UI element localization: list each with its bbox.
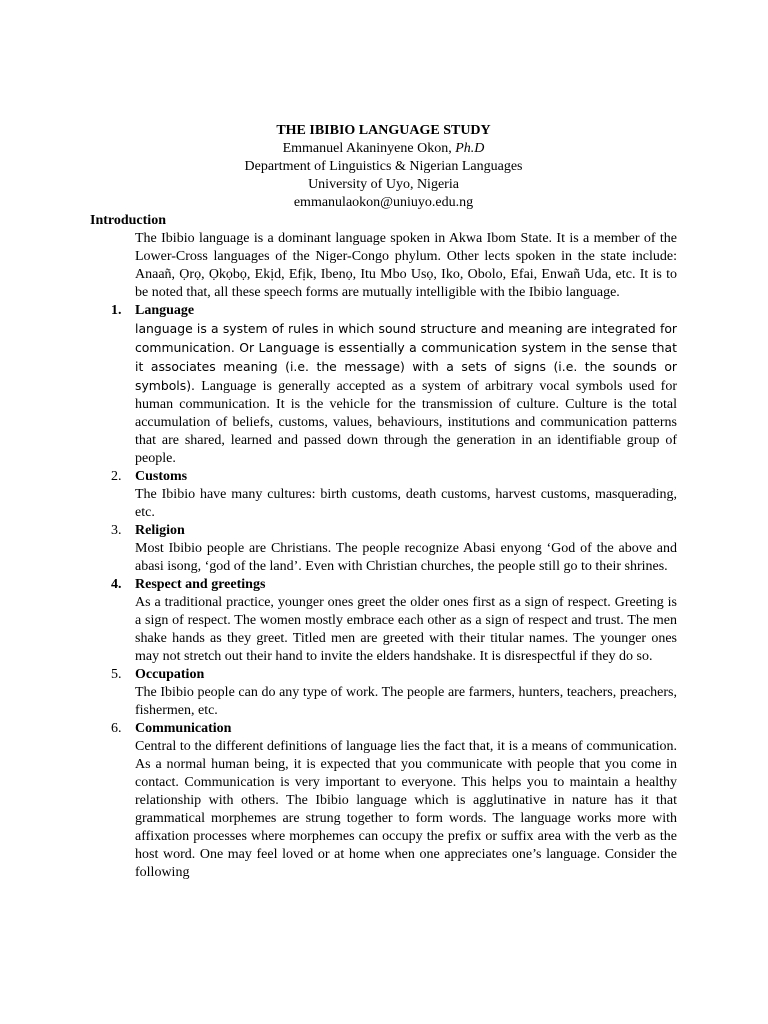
section-religion	[111, 522, 677, 576]
author-name: Emmanuel Akaninyene Okon,	[282, 141, 456, 156]
section-communication	[111, 720, 677, 882]
section-number: 1.	[111, 303, 122, 318]
section-heading: Language	[135, 303, 195, 318]
document-title: THE IBIBIO LANGUAGE STUDY	[276, 123, 491, 138]
section-heading: Religion	[135, 523, 185, 538]
section-heading: Occupation	[135, 667, 205, 682]
section-text-part2: Language is generally accepted as a system of arbitrary vocal symbols used for human communication. It is the vehicle for the transmission of culture. Culture is the total accumulation of beliefs, customs, values, behaviours, institutions and communication patterns that are shared, learned and passed down through the generation in an identifiable group of people.	[135, 379, 677, 466]
document-page	[90, 122, 677, 882]
section-text: Most Ibibio people are Christians. The people recognize Abasi enyong ‘God of the above and abasi isong, ‘god of the land’. Even with Christian churches, the people still go to their shrines.	[135, 541, 677, 574]
section-text: Central to the different definitions of language lies the fact that, it is a means of communication. As a normal human being, it is expected that you communicate with people that you come in contact. Communication is very important to everyone. This helps you to maintain a healthy relationship with others. The Ibibio language which is agglutinative in nature has it that grammatical morphemes are strung together to form words. The language works more with affixation processes where morphemes can occupy the prefix or suffix area with the verb as the host word. One may feel loved or at home when one appreciates one’s language. Consider the following	[135, 739, 677, 880]
section-number: 4.	[111, 577, 122, 592]
section-customs	[111, 468, 677, 522]
section-respect-and-greetings	[111, 576, 677, 666]
author-line	[90, 140, 677, 158]
document-header	[90, 122, 677, 212]
section-number: 6.	[111, 721, 122, 736]
university: University of Uyo, Nigeria	[308, 177, 459, 192]
section-text: As a traditional practice, younger ones greet the older ones first as a sign of respect. Greeting is a sign of respect. The women mostly embrace each other as a sign of respect and trust. The men shake hands as they greet. Titled men are greeted with their titular names. The younger ones may not stretch out their hand to invite the elders handshake. It is disrespectful if they do so.	[135, 595, 677, 664]
introduction-text: The Ibibio language is a dominant language spoken in Akwa Ibom State. It is a member of the Lower-Cross languages of the Niger-Congo phylum. Other lects spoken in the state include: Anaañ, Ọrọ, Ọkọbọ, Ekịd, Efịk, Ibenọ, Itu Mbo Usọ, Iko, Obolo, Efai, Enwañ Uda, etc. It is to be noted that, all these speech forms are mutually intelligible with the Ibibio language.	[135, 231, 677, 300]
author-degree: Ph.D	[455, 141, 485, 156]
section-heading: Customs	[135, 469, 188, 484]
section-text: The Ibibio have many cultures: birth customs, death customs, harvest customs, masquerading, etc.	[135, 487, 677, 520]
section-text	[135, 320, 677, 468]
section-number: 3.	[111, 523, 122, 538]
section-text-part1: language is a system of rules in which sound structure and meaning are integrated for communication. Or Language is essentially a communication system in the sense that it associates meaning (i.e. the message) with a sets of signs (i.e. the sounds or symbols).	[135, 321, 677, 393]
section-language	[111, 302, 677, 468]
department: Department of Linguistics & Nigerian Languages	[244, 159, 523, 174]
section-heading: Respect and greetings	[135, 577, 266, 592]
section-number: 5.	[111, 667, 122, 682]
section-occupation	[111, 666, 677, 720]
introduction-heading: Introduction	[90, 213, 166, 228]
section-heading: Communication	[135, 721, 232, 736]
section-number: 2.	[111, 469, 122, 484]
section-text: The Ibibio people can do any type of work. The people are farmers, hunters, teachers, preachers, fishermen, etc.	[135, 685, 677, 718]
email: emmanulaokon@uniuyo.edu.ng	[293, 195, 474, 210]
section-list	[90, 302, 677, 882]
